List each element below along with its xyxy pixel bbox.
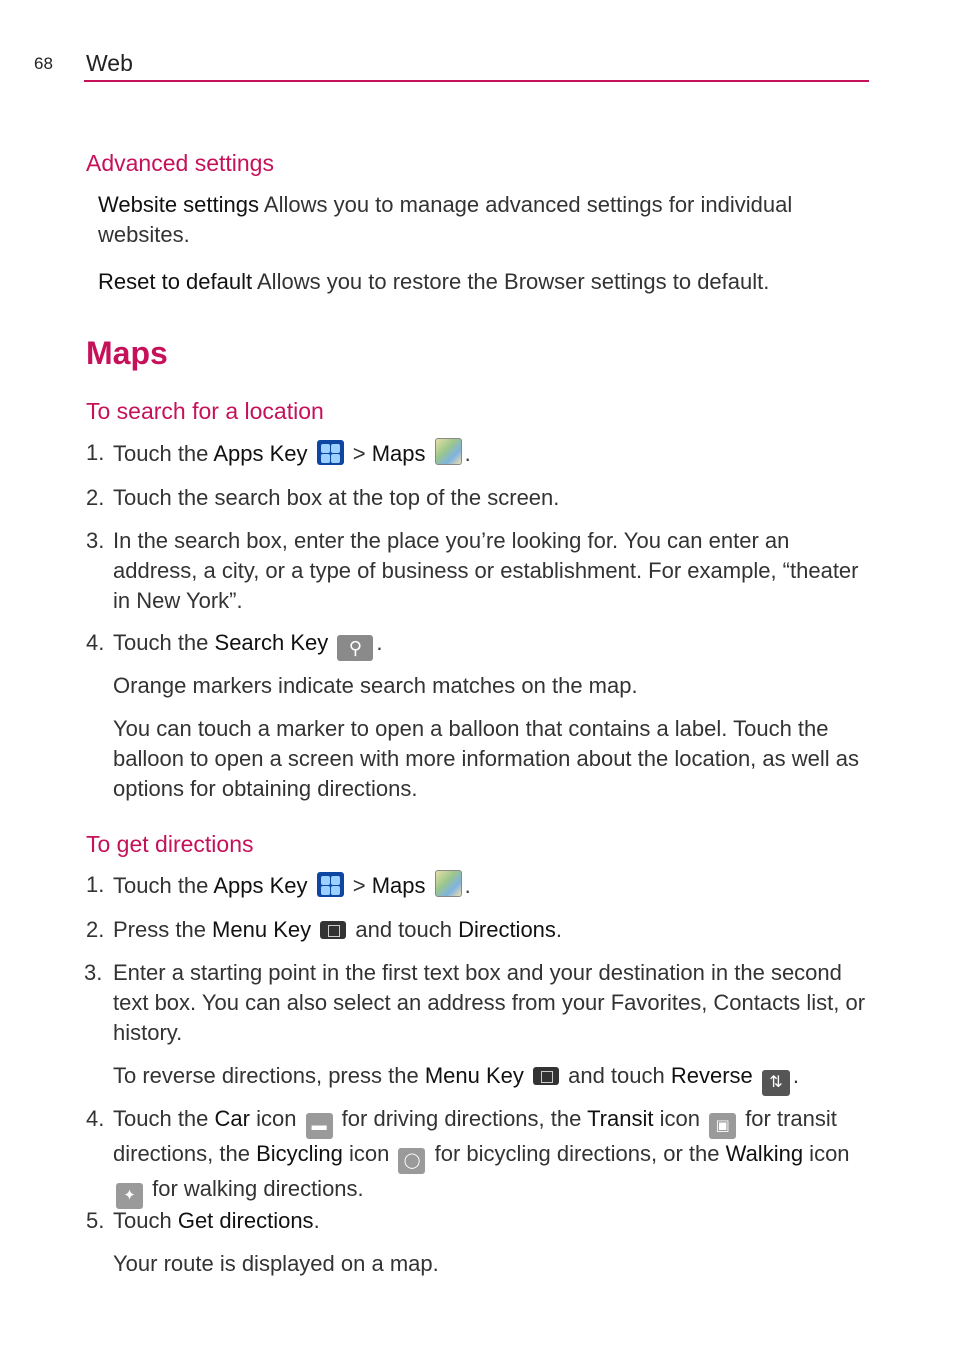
advanced-settings-heading: Advanced settings	[86, 150, 274, 176]
get-directions-heading: To get directions	[86, 831, 254, 857]
maps-app-icon	[435, 870, 462, 897]
reset-default-term: Reset to default	[98, 269, 253, 294]
maps-title: Maps	[86, 335, 168, 371]
page-number: 68	[34, 54, 53, 73]
search-step-2: 2. Touch the search box at the top of the screen.	[86, 485, 560, 510]
website-settings-paragraph	[98, 190, 868, 250]
reverse-directions-note: To reverse directions, press the Menu Key and touch Reverse ⇅ .	[113, 1061, 868, 1096]
header-rule	[84, 80, 869, 82]
maps-app-icon	[435, 438, 462, 465]
reset-default-desc: Allows you to restore the Browser settings to default.	[252, 269, 770, 294]
search-step-3: 3. In the search box, enter the place you’re looking for. You can enter an address, a city, or a type of business or establishment. For example, “theater in New York”.	[86, 528, 859, 613]
route-result-note: Your route is displayed on a map.	[113, 1251, 439, 1276]
section-title: Web	[86, 50, 133, 76]
directions-step-5: 5. Touch Get directions.	[86, 1208, 320, 1233]
search-step-4: 4. Touch the Search Key ⚲ .	[86, 628, 868, 661]
bicycle-icon: ◯	[398, 1148, 425, 1174]
search-note-balloon: You can touch a marker to open a balloon that contains a label. Touch the balloon to open a screen with more information about the location, as well as options for obtaining directions.	[113, 716, 859, 801]
directions-step-1: 1. Touch the Apps Key > Maps .	[86, 872, 471, 898]
directions-step-2: 2. Press the Menu Key and touch Directions.	[86, 917, 563, 942]
apps-key-icon	[317, 440, 344, 465]
search-note-markers: Orange markers indicate search matches on the map.	[113, 673, 638, 698]
menu-key-icon	[533, 1067, 559, 1085]
apps-key-icon	[317, 872, 344, 897]
search-step-1: 1. Touch the Apps Key > Maps .	[86, 440, 471, 466]
directions-step-3: 3. Enter a starting point in the first text box and your destination in the second text box. You can also select an address from your Favorites, Contacts list, or history.	[84, 960, 866, 1045]
website-settings-term: Website settings	[98, 192, 260, 217]
menu-key-icon	[320, 921, 346, 939]
car-icon: ▬	[306, 1113, 333, 1139]
search-location-heading: To search for a location	[86, 398, 324, 424]
search-key-icon: ⚲	[337, 635, 373, 661]
website-settings-desc: Allows you to manage advanced settings for individual websites.	[98, 192, 793, 247]
walking-icon: ✦	[116, 1183, 143, 1209]
transit-icon: ▣	[709, 1113, 736, 1139]
directions-step-4: 4. Touch the Car icon ▬ for driving directions, the Transit icon ▣ for transit directions, the Bicycling icon ◯ for bicycling directions, or the Walking icon ✦ for walking directions.	[86, 1104, 868, 1209]
reset-default-paragraph	[98, 267, 868, 297]
reverse-icon: ⇅	[762, 1070, 790, 1096]
